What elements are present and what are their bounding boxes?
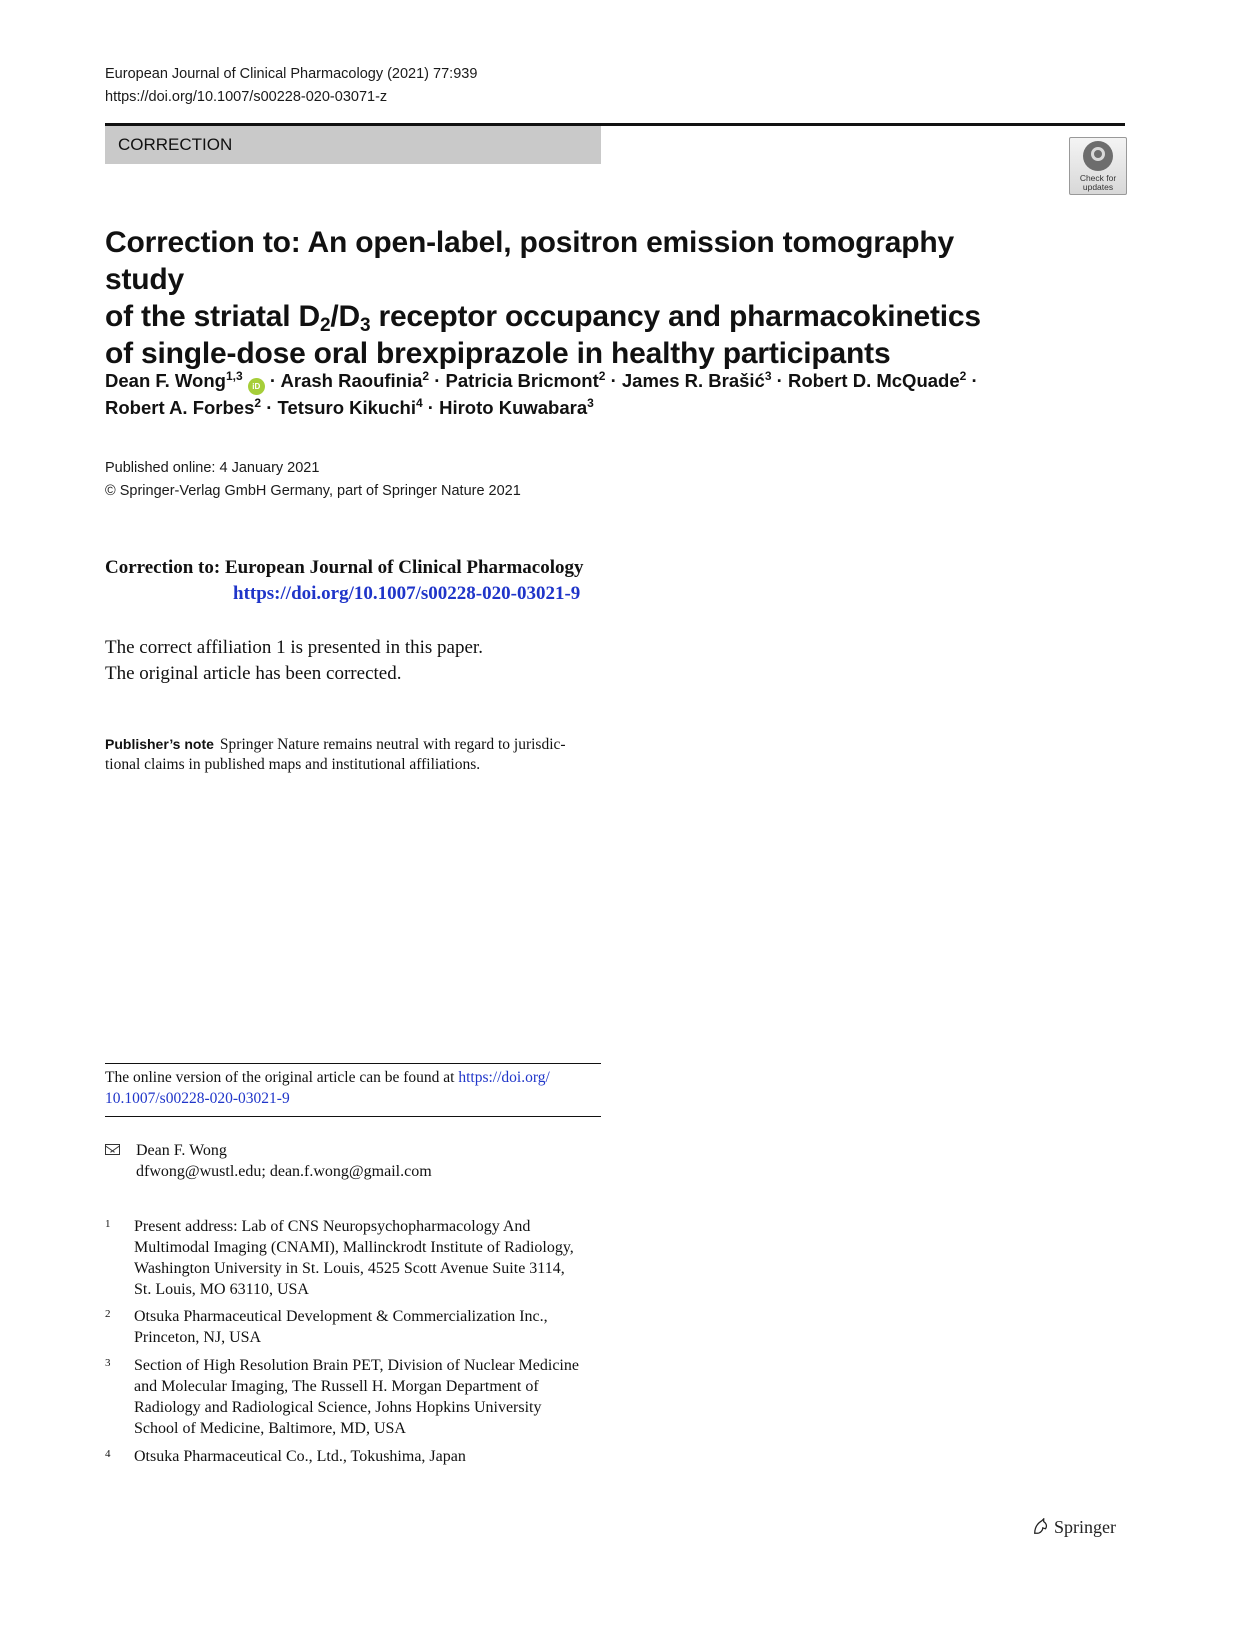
envelope-icon (105, 1144, 120, 1155)
article-doi[interactable]: https://doi.org/10.1007/s00228-020-03071-z (105, 89, 388, 105)
online-version-note: The online version of the original article can be found at https://doi.org/ 10.1007/s00228-020-03021-9 (105, 1069, 550, 1107)
affiliation-2: 2 Otsuka Pharmaceutical Development & Commercialization Inc., Princeton, NJ, USA (105, 1308, 548, 1346)
springer-horse-icon (1032, 1518, 1050, 1536)
footnote-rule-top (105, 1063, 601, 1064)
correction-heading: Correction to: European Journal of Clinical Pharmacology (105, 557, 584, 578)
published-date: Published online: 4 January 2021 (105, 460, 320, 476)
check-badge-line1: Check for (1079, 173, 1117, 183)
author-name[interactable]: Tetsuro Kikuchi (277, 397, 416, 418)
title-line-2: of the striatal $D_2/D_3$ receptor occupancy and pharmacokinetics (105, 300, 981, 336)
check-badge-line2: updates (1082, 182, 1114, 192)
springer-logo (1032, 1517, 1116, 1538)
publication-info (105, 457, 521, 503)
online-version-link-cont[interactable]: 10.1007/s00228-020-03021-9 (105, 1090, 290, 1107)
article-type-label: CORRECTION (118, 135, 233, 154)
author-name[interactable]: Patricia Bricmont (445, 370, 599, 391)
footnote-rule-bottom (105, 1116, 601, 1117)
correction-body (105, 635, 483, 687)
journal-citation: European Journal of Clinical Pharmacology (2021) 77:939 (105, 66, 478, 82)
correction-line-1: The correct affiliation 1 is presented in this paper. (105, 637, 483, 658)
copyright-line: © Springer-Verlag GmbH Germany, part of Springer Nature 2021 (105, 483, 521, 499)
correction-line-2: The original article has been corrected. (105, 663, 402, 684)
author-line-1: Dean F. Wong$^{1,3}$ iD · Arash Raoufinia$^2$ · Patricia Bricmont$^2$ · James R. Brašić$^3$ · Robert D. McQuade$^2$ · (105, 368, 1005, 395)
copyright-symbol: © (105, 483, 116, 499)
author-name[interactable]: Robert D. McQuade (787, 370, 960, 391)
author-name[interactable]: James R. Brašić (621, 370, 765, 391)
contact-name: Dean F. Wong (136, 1142, 227, 1159)
crossmark-icon (1083, 141, 1113, 171)
author-name[interactable]: Dean F. Wong (105, 370, 226, 391)
corresponding-author (105, 1140, 432, 1182)
article-type-banner (105, 126, 601, 164)
title-line-1: Correction to: An open-label, positron emission tomography study (105, 226, 954, 296)
author-name[interactable]: Arash Raoufinia (280, 370, 423, 391)
orcid-icon[interactable]: iD (248, 378, 265, 395)
author-name[interactable]: Robert A. Forbes (105, 397, 255, 418)
author-affiliation: 1,3 (225, 369, 243, 383)
online-version-link[interactable]: https://doi.org/ (458, 1069, 550, 1086)
title-line-3: of single-dose oral brexpiprazole in healthy participants (105, 337, 891, 370)
publishers-note-label: Publisher’s note (105, 736, 214, 752)
affiliation-3: 3 Section of High Resolution Brain PET, Division of Nuclear Medicine and Molecular Imaging, The Russell H. Morgan Department of Radiology and Radiological Science, Johns Hopkins University School of Medicine, Baltimore, MD, USA (105, 1357, 579, 1437)
springer-wordmark: Springer (1054, 1517, 1116, 1537)
article-title (105, 224, 1005, 372)
author-line-2: Robert A. Forbes$^2$ · Tetsuro Kikuchi$^4$ · Hiroto Kuwabara$^3$ (105, 396, 594, 418)
author-list (105, 368, 1005, 421)
author-name[interactable]: Hiroto Kuwabara (439, 397, 588, 418)
check-for-updates-badge[interactable] (1069, 137, 1127, 195)
affiliation-1: 1 Present address: Lab of CNS Neuropsychopharmacology And Multimodal Imaging (CNAMI), Mallinckrodt Institute of Radiology, Washington University in St. Louis, 4525 Scott Avenue Suite 3114, St. Louis, MO 63110, USA (105, 1218, 574, 1298)
contact-emails[interactable]: dfwong@wustl.edu; dean.f.wong@gmail.com (136, 1163, 432, 1180)
original-article-link[interactable]: https://doi.org/10.1007/s00228-020-03021-9 (233, 583, 581, 604)
affiliation-4: 4 Otsuka Pharmaceutical Co., Ltd., Tokushima, Japan (105, 1448, 466, 1465)
publishers-note: Publisher’s note Springer Nature remains neutral with regard to jurisdic- tional claims in published maps and institutional affiliations. (105, 736, 566, 773)
